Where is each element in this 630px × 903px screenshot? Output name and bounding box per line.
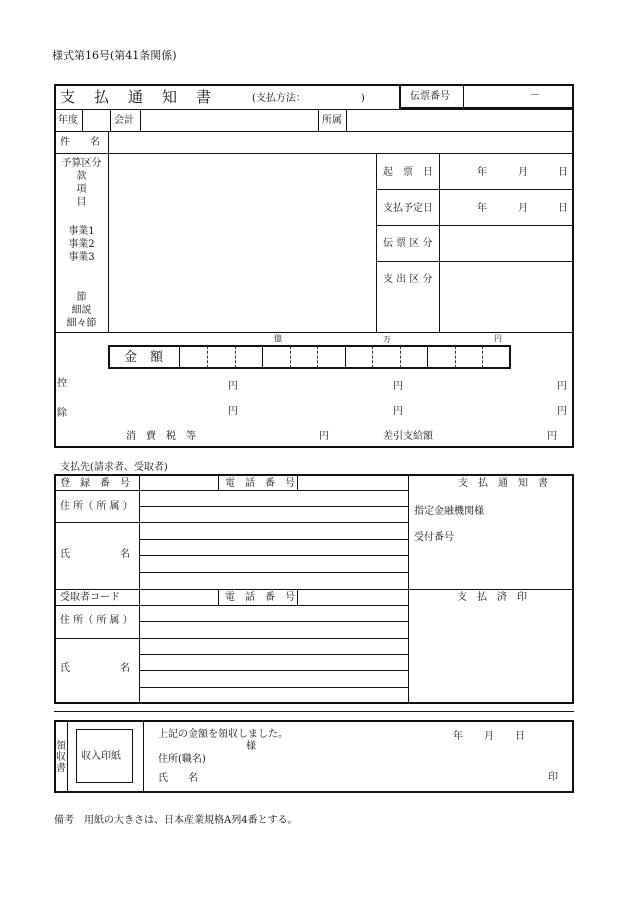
- draft-day-label: 日: [558, 167, 568, 178]
- registration-number-label: 登 録 番 号: [60, 478, 130, 489]
- consumption-tax-yen: 円: [319, 431, 329, 442]
- subject-field[interactable]: [110, 134, 572, 152]
- unit-yen: 円: [494, 334, 502, 343]
- deduction-yen-2b: 円: [393, 406, 403, 417]
- receipt-seal: 印: [548, 772, 558, 783]
- draft-year-label: 年: [477, 167, 487, 178]
- amount-box[interactable]: [108, 345, 511, 369]
- net-payment-yen: 円: [547, 431, 557, 442]
- saisetsu-label: 細説: [71, 305, 92, 316]
- planned-year-label: 年: [477, 203, 487, 214]
- payee-name-label: 氏 名: [60, 549, 130, 560]
- recipient-code-label: 受取者コード: [60, 592, 120, 603]
- unit-oku: 億: [274, 334, 282, 343]
- slip-number-value[interactable]: －: [530, 90, 540, 101]
- payee-section-title: 支払先(請求者、受取者): [60, 462, 168, 473]
- receipt-sama: 様: [246, 741, 256, 752]
- deduction-yen-1a: 円: [228, 381, 238, 392]
- deduction-label-2: 除: [57, 408, 67, 419]
- receipt-statement: 上記の金額を領収しました。: [158, 729, 288, 740]
- form-number: 様式第16号(第41条関係): [52, 49, 177, 62]
- slip-category-label: 伝 票 区 分: [383, 238, 433, 249]
- budget-moku-label: 目: [76, 197, 87, 208]
- bank-label: 指定金融機関様: [414, 506, 484, 517]
- planned-month-label: 月: [518, 203, 528, 214]
- receipt-month: 月: [484, 731, 494, 742]
- receipt-side-3: 書: [56, 763, 66, 774]
- draft-month-label: 月: [518, 167, 528, 178]
- recipient-name-label: 氏 名: [60, 663, 130, 674]
- project-2-label: 事業2: [68, 239, 95, 250]
- remarks: 備考 用紙の大きさは、日本産業規格A列4番とする。: [54, 815, 298, 826]
- deduction-yen-1b: 円: [393, 381, 403, 392]
- project-1-label: 事業1: [68, 226, 95, 237]
- notice-title: 支 払 通 知 書: [458, 478, 548, 489]
- draft-date-label: 起 票 日: [383, 167, 433, 178]
- deduction-yen-2c: 円: [557, 406, 567, 417]
- amount-label: 金 額: [124, 350, 164, 365]
- receipt-year: 年: [453, 731, 463, 742]
- planned-day-label: 日: [558, 203, 568, 214]
- revenue-stamp-label: 収入印紙: [81, 751, 121, 762]
- subject-label: 件 名: [60, 137, 100, 148]
- receipt-name-label: 氏 名: [158, 773, 198, 784]
- consumption-tax-label: 消 費 税 等: [126, 431, 196, 442]
- receipt-number-label: 受付番号: [414, 532, 454, 543]
- deduction-label-1: 控: [57, 378, 67, 389]
- receipt-side-2: 収: [56, 752, 66, 763]
- slip-number-label: 伝票番号: [410, 91, 450, 102]
- saisaisetsu-label: 細々節: [66, 318, 97, 329]
- budget-kou-label: 項: [76, 184, 87, 195]
- recipient-address-label: 住 所（ 所 属 ）: [60, 615, 133, 626]
- deduction-yen-1c: 円: [557, 381, 567, 392]
- recipient-phone-label: 電 話 番 号: [225, 592, 295, 603]
- planned-date-label: 支払予定日: [383, 203, 433, 214]
- receipt-day: 日: [515, 731, 525, 742]
- net-payment-label: 差引支給額: [383, 431, 433, 442]
- payee-phone-label: 電 話 番 号: [225, 478, 295, 489]
- receipt-side-1: 領: [56, 741, 66, 752]
- budget-kan-label: 款: [76, 171, 87, 182]
- receipt-address-label: 住所(職名): [158, 754, 206, 765]
- department-label: 所属: [322, 115, 342, 126]
- paid-stamp-label: 支 払 済 印: [457, 592, 527, 603]
- fiscal-year-label: 年度: [58, 115, 78, 126]
- project-3-label: 事業3: [68, 252, 95, 263]
- setsu-label: 節: [76, 292, 87, 303]
- account-label: 会計: [114, 115, 134, 126]
- page-title: 支 払 通 知 書: [60, 88, 214, 106]
- budget-category-label: 予算区分: [61, 158, 102, 169]
- expense-category-label: 支 出 区 分: [383, 274, 433, 285]
- payment-method: (支払方法： ): [252, 93, 365, 104]
- deduction-yen-2a: 円: [228, 406, 238, 417]
- unit-man: 万: [383, 335, 391, 344]
- payee-address-label: 住 所（ 所 属 ）: [60, 501, 133, 512]
